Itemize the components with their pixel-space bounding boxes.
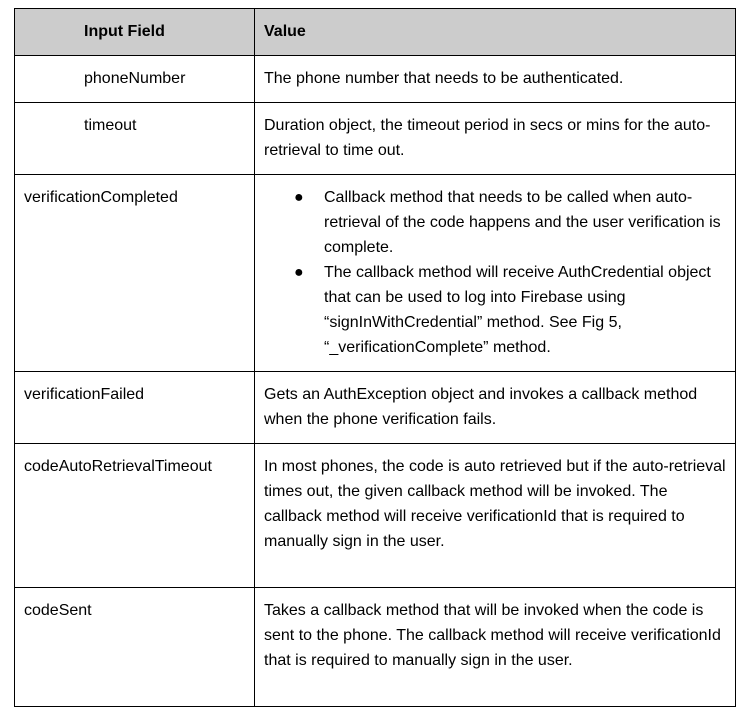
table-row: [15, 56, 736, 103]
table-header-row: [15, 9, 736, 56]
bullet-text: The callback method will receive AuthCredential object that can be used to log into Firebase using “signInWithCredential” method. See Fig 5, “_verificationComplete” method.: [324, 264, 711, 356]
header-value: Value: [255, 9, 736, 56]
field-name: codeAutoRetrievalTimeout: [15, 444, 255, 588]
table-row: [15, 175, 736, 372]
header-input-field: Input Field: [15, 9, 255, 56]
list-item: [294, 185, 726, 260]
bullet-icon: ●: [294, 189, 304, 206]
table-row: [15, 588, 736, 707]
field-name: codeSent: [15, 588, 255, 707]
field-value: Duration object, the timeout period in secs or mins for the auto-retrieval to time out.: [255, 103, 736, 175]
field-name: timeout: [15, 103, 255, 175]
table-row: [15, 372, 736, 444]
field-name: verificationCompleted: [15, 175, 255, 372]
field-value: The phone number that needs to be authenticated.: [255, 56, 736, 103]
bullet-icon: ●: [294, 264, 304, 281]
bullet-text: Callback method that needs to be called when auto-retrieval of the code happens and the user verification is complete.: [324, 189, 721, 256]
table-row: [15, 444, 736, 588]
field-name: phoneNumber: [15, 56, 255, 103]
field-value: Takes a callback method that will be invoked when the code is sent to the phone. The callback method will receive verificationId that is required to manually sign in the user.: [255, 588, 736, 707]
input-fields-table: [14, 8, 736, 707]
field-value: In most phones, the code is auto retrieved but if the auto-retrieval times out, the given callback method will be invoked. The callback method will receive verificationId that is required to manually sign in the user.: [255, 444, 736, 588]
field-value: Gets an AuthException object and invokes a callback method when the phone verification fails.: [255, 372, 736, 444]
list-item: [294, 260, 726, 360]
bullet-list: [264, 185, 726, 360]
field-name: verificationFailed: [15, 372, 255, 444]
field-value: [255, 175, 736, 372]
table-row: [15, 103, 736, 175]
